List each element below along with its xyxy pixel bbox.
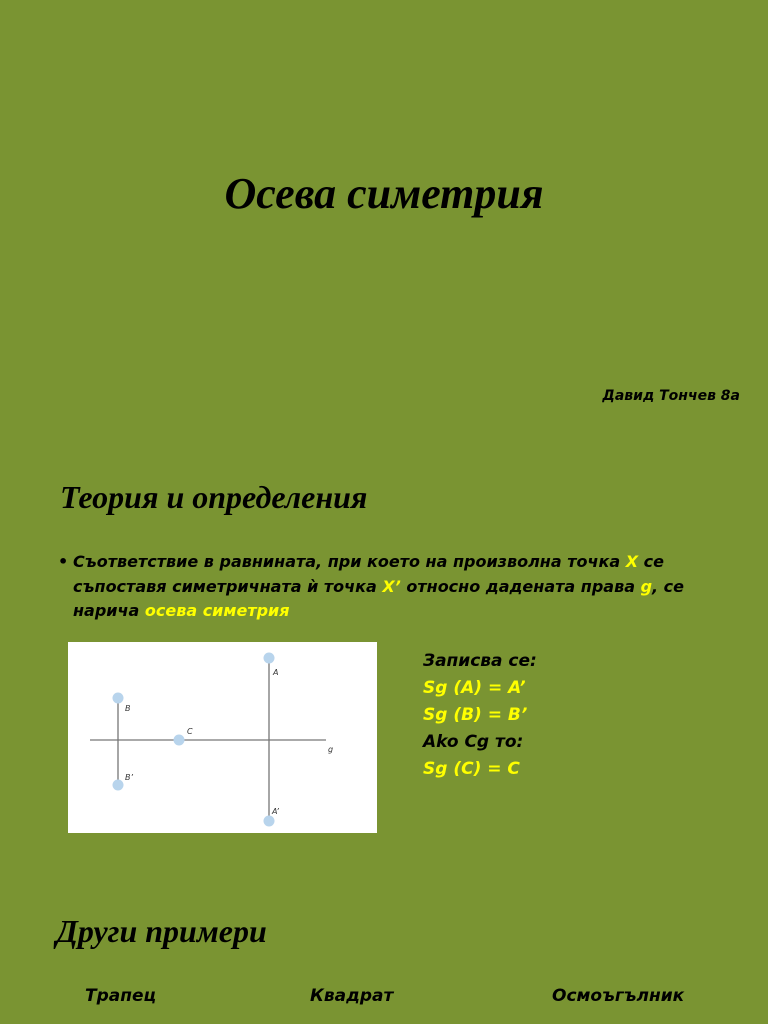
notation-line-1: Sg (A) = A’ (423, 678, 526, 698)
point-a-prime (264, 816, 275, 827)
label-g: g (328, 745, 334, 754)
label-b: B (125, 704, 131, 713)
symmetry-diagram-svg (68, 642, 377, 833)
notation-block (423, 648, 537, 783)
term-axial-symmetry: осева симетрия (144, 601, 290, 620)
definition-bullet (58, 550, 718, 624)
example-trapezoid: Трапец (85, 986, 157, 1006)
definition-part-2: се съпоставя симетричната ѝ точка (73, 552, 664, 596)
author-name: Давид Тончев 8а (602, 388, 740, 404)
definition-text (58, 550, 718, 624)
example-octagon: Осмоъгълник (552, 986, 685, 1006)
label-c: C (187, 727, 193, 736)
line-g: g (640, 576, 653, 596)
definition-part-3: относно дадената права (400, 576, 641, 596)
label-a-prime: A’ (272, 807, 279, 816)
notation-intro: Записва се: (423, 651, 537, 671)
definition-part-4: , се нарича (73, 576, 684, 620)
point-x: X (625, 552, 639, 571)
examples-heading: Други примери (56, 913, 267, 949)
point-b-prime (113, 780, 124, 791)
label-b-prime: B’ (125, 773, 134, 782)
point-c (174, 735, 185, 746)
point-b (113, 693, 124, 704)
example-square: Квадрат (310, 986, 394, 1006)
symmetry-diagram (68, 642, 377, 833)
point-a (264, 653, 275, 664)
point-x-prime: X’ (382, 576, 401, 596)
notation-line-4: Sg (C) = C (423, 759, 520, 779)
notation-line-3: Ako Cg то: (423, 732, 524, 752)
definition-part-1: Съответствие в равнината, при което на произволна точка (73, 552, 626, 571)
bullet-marker: • (58, 552, 69, 571)
notation-line-2: Sg (B) = B’ (423, 705, 528, 725)
theory-heading: Теория и определения (60, 479, 368, 515)
label-a: A (273, 668, 279, 677)
slide-title: Осева симетрия (224, 169, 544, 218)
